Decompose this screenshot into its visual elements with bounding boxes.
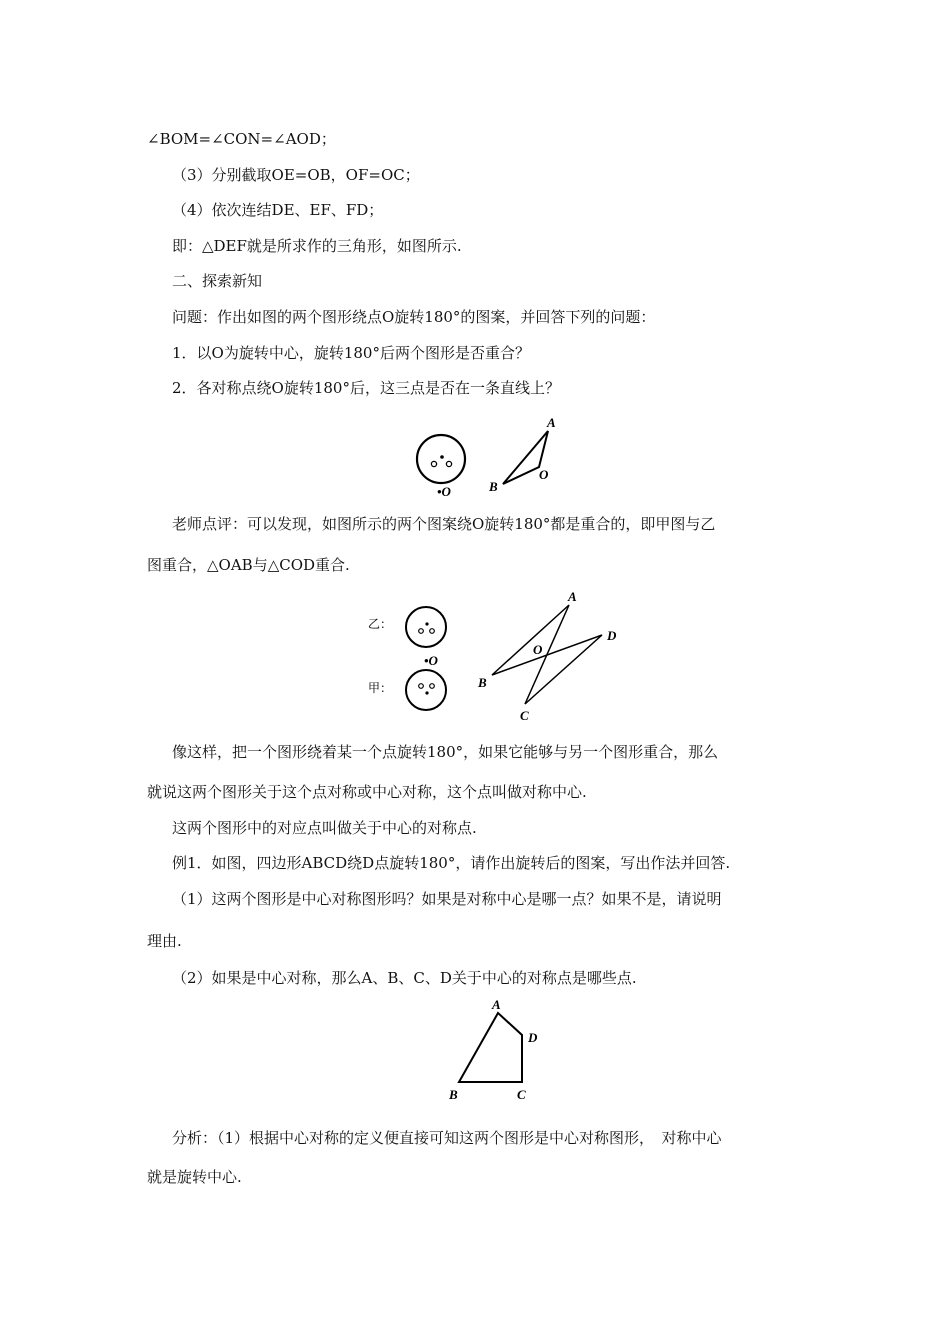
circle-shape — [417, 435, 465, 483]
small-ring — [430, 684, 435, 689]
label-yi: 乙： — [368, 617, 393, 631]
text-line-2: （3）分别截取OE=OB，OF=OC； — [172, 166, 420, 184]
small-ring — [430, 629, 435, 634]
text-line-3: （4）依次连结DE、EF、FD； — [172, 201, 384, 219]
point-label-c: C — [520, 708, 529, 723]
teacher-comment-line-1: 老师点评：可以发现，如图所示的两个图案绕O旋转180°都是重合的，即甲图与乙 — [172, 515, 716, 533]
question-text: 问题：作出如图的两个图形绕点O旋转180°的图案，并回答下列的问题： — [172, 308, 656, 326]
point-label-a: A — [492, 997, 501, 1012]
point-label-o: •O — [424, 653, 438, 668]
point-label-b: B — [449, 1087, 458, 1102]
analysis-line-1: 分析：（1）根据中心对称的定义便直接可知这两个图形是中心对称图形， 对称中心 — [172, 1129, 722, 1147]
figure-3 — [440, 995, 550, 1105]
example-1-q2: （2）如果是中心对称，那么A、B、C、D关于中心的对称点是哪些点. — [172, 969, 637, 987]
teacher-comment-line-2: 图重合，△OAB与△COD重合. — [147, 556, 350, 574]
point-label-a: A — [568, 590, 577, 604]
point-label-d: D — [528, 1030, 538, 1045]
definition-line-3: 这两个图形中的对应点叫做关于中心的对称点. — [172, 819, 477, 837]
point-label-a: A — [547, 415, 556, 430]
small-dot — [425, 622, 428, 625]
section-heading: 二、探索新知 — [172, 272, 263, 290]
label-jia: 甲： — [368, 681, 393, 695]
figure-2 — [366, 590, 626, 725]
definition-line-1: 像这样，把一个图形绕着某一个点旋转180°，如果它能够与另一个图形重合，那么 — [172, 743, 719, 761]
example-1-q1-cont: 理由. — [147, 932, 182, 950]
point-label-b: B — [478, 675, 487, 690]
example-1-q1: （1）这两个图形是中心对称图形吗？如果是对称中心是哪一点？如果不是，请说明 — [172, 890, 722, 908]
question-item-2: 2．各对称点绕O旋转180°后，这三点是否在一条直线上？ — [172, 379, 560, 397]
analysis-line-2: 就是旋转中心. — [147, 1168, 242, 1186]
small-dot — [425, 691, 428, 694]
figure-1 — [405, 408, 570, 503]
segment-bd — [492, 635, 602, 675]
example-1-title: 例1．如图，四边形ABCD绕D点旋转180°，请作出旋转后的图案，写出作法并回答. — [172, 854, 731, 872]
text-line-4: 即：△DEF就是所求作的三角形，如图所示. — [172, 237, 462, 255]
point-label-o: •O — [437, 484, 451, 499]
point-label-d: D — [607, 628, 617, 643]
segment-ab — [492, 605, 569, 675]
point-label-o-triangle: O — [539, 467, 549, 482]
point-label-b: B — [489, 479, 498, 494]
small-ring — [446, 461, 451, 466]
text-line-1: ∠BOM=∠CON=∠AOD； — [147, 130, 336, 148]
small-dot — [440, 455, 444, 459]
small-ring — [419, 684, 424, 689]
definition-line-2: 就说这两个图形关于这个点对称或中心对称，这个点叫做对称中心. — [147, 783, 587, 801]
point-label-o-center: O — [533, 642, 543, 657]
quadrilateral-abcd — [459, 1013, 522, 1082]
circle-yi — [406, 607, 446, 647]
question-item-1: 1．以O为旋转中心，旋转180°后两个图形是否重合？ — [172, 344, 530, 362]
circle-jia — [406, 670, 446, 710]
point-label-c: C — [517, 1087, 526, 1102]
small-ring — [419, 629, 424, 634]
small-ring — [431, 461, 436, 466]
